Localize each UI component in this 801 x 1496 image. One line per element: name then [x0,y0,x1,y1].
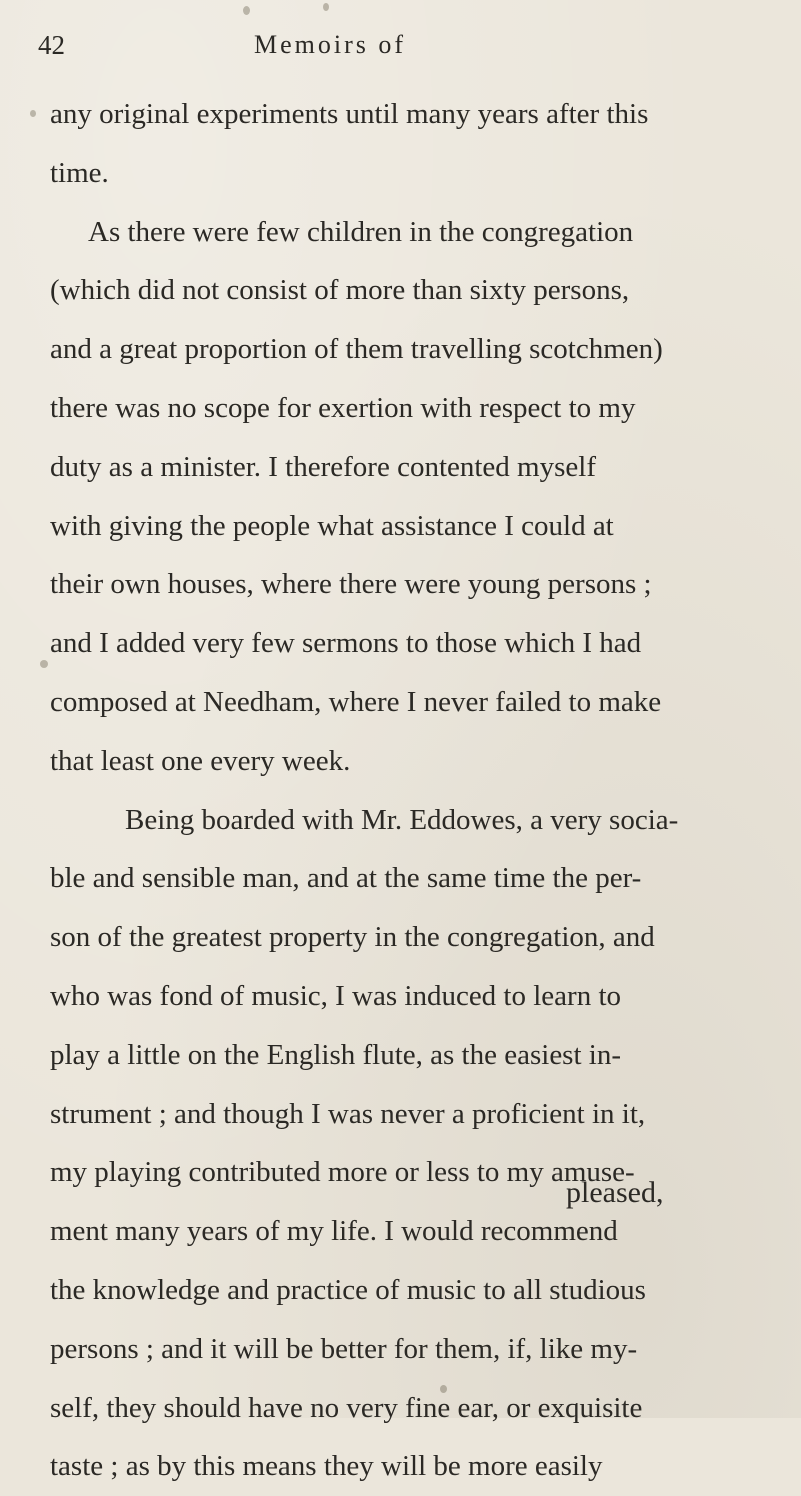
text-line: persons ; and it will be better for them, if, like my- [50,1332,638,1365]
text-line: with giving the people what assistance I could at [50,509,614,542]
ink-spot [40,660,48,668]
page-header [38,30,778,70]
text-line: who was fond of music, I was induced to learn to [50,979,622,1012]
text-line: As there were few children in the congregation [88,215,634,248]
ink-spot [440,1385,447,1393]
text-line: their own houses, where there were young persons ; [50,568,652,601]
text-line: duty as a minister. I therefore contented myself [50,450,596,483]
text-line: any original experiments until many years after this [50,98,649,130]
ink-spot [323,3,329,11]
ink-spot [30,110,36,117]
text-line: son of the greatest property in the congregation, and [50,921,655,954]
text-line: time. [50,156,109,189]
catchword: pleased, [566,1176,664,1209]
text-line: and a great proportion of them travelling scotchmen) [50,333,663,366]
text-line: ment many years of my life. I would recommend [50,1215,618,1248]
text-line: my playing contributed more or less to my amuse- [50,1156,635,1189]
text-line: ble and sensible man, and at the same time the per- [50,862,642,895]
text-line: Being boarded with Mr. Eddowes, a very socia- [125,803,679,836]
page-number: 42 [38,30,65,60]
ink-spot [243,6,250,15]
text-line: strument ; and though I was never a proficient in it, [50,1097,646,1130]
text-line: self, they should have no very fine ear, or exquisite [50,1391,643,1424]
text-line: play a little on the English flute, as the easiest in- [50,1038,621,1071]
text-line: the knowledge and practice of music to all studious [50,1273,646,1306]
text-line: (which did not consist of more than sixty persons, [50,274,630,307]
text-line: that least one every week. [50,744,351,777]
text-line: and I added very few sermons to those which I had [50,627,642,660]
body-text [50,85,770,1496]
text-line: taste ; as by this means they will be more easily [50,1450,603,1483]
text-line: composed at Needham, where I never failed to make [50,685,662,718]
running-head: Memoirs of [254,30,407,59]
text-line: there was no scope for exertion with respect to my [50,391,636,424]
